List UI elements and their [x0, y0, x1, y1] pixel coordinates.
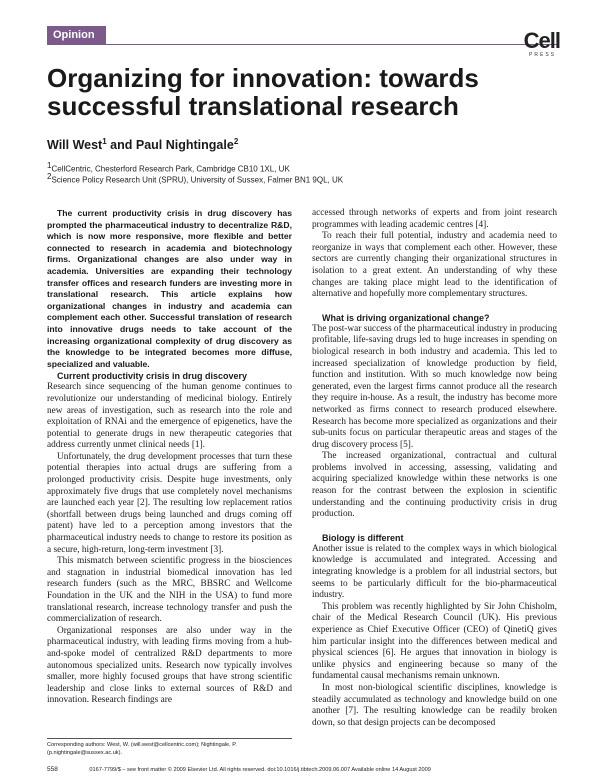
section-heading: What is driving organizational change?: [322, 312, 490, 323]
section-heading: Biology is different: [322, 532, 404, 543]
affiliation: $^2$Science Policy Research Unit (SPRU), University of Sussex, Falmer BN1 9QL, UK: [47, 172, 344, 185]
section-tag: Opinion: [47, 26, 106, 45]
paragraph: To reach their full potential, industry and academia need to reorganize in ways that complement each other. However, these sectors are currently changing their organizational structures in isolation to a great extent. An understanding of why these changes are taking place might lead to the identification of alternative and hopefully more complementary structures.: [312, 231, 557, 300]
right-column: [312, 208, 557, 729]
paragraph: Organizational responses are also under way in the pharmaceutical industry, with leading firms moving from a hub-and-spoke model of centralized R&D departments to more autonomous specialized units. Research now typically involves smaller, more highly focused groups that have strong scientific leadership and close links to external sources of R&D and innovation. Research findings are: [47, 625, 292, 706]
paragraph: The increased organizational, contractual and cultural problems involved in accessing, assessing, validating and acquiring specialized knowledge within these networks is one reason for the contrast between the explosion in scientific understanding and the continuing productivity crisis in drug production.: [312, 451, 557, 520]
section-heading: Current productivity crisis in drug discovery: [57, 371, 248, 382]
cell-press-logo: Cell: [523, 28, 560, 53]
corresponding-footnote: Corresponding authors: West, W. (will.west@cellcentric.com); Nightingale, P. (p.nightingale@sussex.ac.uk).: [47, 738, 292, 757]
paragraph: accessed through networks of experts and from joint research programmes with leading academic centres [4].: [312, 208, 557, 230]
page-footer: [47, 766, 557, 773]
author-sup: 1: [102, 137, 107, 146]
author-list: [47, 137, 238, 152]
article-title: Organizing for innovation: towards successful translational research: [47, 63, 479, 121]
footer-text: 0167-7799/$ – see front matter © 2009 Elsevier Ltd. All rights reserved. doi:10.1016/j.tibtech.2009.06.007 Available online 14 August 2009: [89, 767, 431, 773]
paragraph: The post-war success of the pharmaceutical industry in producing profitable, life-saving drugs led to huge increases in spending on biological research in both industry and academia. This led to increased specialization of knowledge production by field, function and institution. With so much knowledge now being generated, even the largest firms cannot produce all the research they require in-house. As a result, the industry has become more networked as firms connect to research produced elsewhere. Research has become more specialized as organizations and their sub-units focus on particular therapeutic areas and stages of the drug discovery process [5].: [312, 323, 557, 450]
abstract: The current productivity crisis in drug discovery has prompted the pharmaceutical industry to decentralize R&D, which is now more responsive, more flexible and better connected to research in academia and biotechnology firms. Organizational changes are also under way in academia. Universities are expanding their technology transfer offices and research funders are investing more in translational research. This article explains how organizational changes in industry and academia can complement each other. Successful translation of research into innovative drugs needs to take account of the increasing organizational complexity of drug discovery as the knowledge to be integrated becomes more diffuse, specialized and valuable.: [47, 208, 292, 369]
author-sup: 2: [233, 137, 239, 146]
paragraph: Another issue is related to the complex ways in which biological knowledge is accumulated and integrated. Accessing and integrating knowledge is a problem for all industrial sectors, but seems to be particularly difficult for the bio-pharmaceutical industry.: [312, 543, 557, 601]
authors-joiner: and: [110, 138, 133, 153]
author-name: Paul Nightingale: [135, 138, 234, 153]
paragraph: This problem was recently highlighted by Sir John Chisholm, chair of the Medical Research Council (UK). His previous experience as Chief Executive Officer (CEO) of QinetiQ gives him particular insight into the differences between medical and physical sciences [6]. He argues that innovation in biology is unlike physics and engineering because so many of the fundamental causal mechanisms remain unknown.: [312, 601, 557, 682]
page-number: 558: [47, 766, 58, 773]
paragraph: In most non-biological scientific disciplines, knowledge is steadily accumulated as technology and knowledge build on one another [7]. The resulting knowledge can be readily broken down, so that design projects can be decomposed: [312, 682, 557, 728]
press-label: PRESS: [529, 52, 556, 58]
paragraph: This mismatch between scientific progress in the biosciences and stagnation in industrial biomedical innovation has led research funders (such as the MRC, BBSRC and Wellcome Foundation in the UK and the NIH in the USA) to fund more translational research, increase technology transfer and push the commercialization of research.: [47, 556, 292, 625]
author-name: Will West: [47, 138, 103, 153]
paragraph: Research since sequencing of the human genome continues to revolutionize our understanding of medicinal biology. Entirely new areas of investigation, such as research into the role and exploitation of RNAi and the emergence of epigenetics, have the potential to generate drugs in new therapeutic categories that address currently unmet clinical needs [1].: [47, 382, 292, 451]
section-rule: [94, 44, 557, 45]
affiliation: $^1$CellCentric, Chesterford Research Park, Cambridge CB10 1XL, UK: [47, 161, 290, 174]
left-column: [47, 208, 292, 707]
paragraph: Unfortunately, the drug development processes that turn these potential therapies into actual drugs are suffering from a prolonged productivity crisis. Despite huge investments, only approximately five drugs that use completely novel mechanisms are launched each year [2]. The resulting low replacement ratios (shortfall between drugs being launched and drugs coming off patent) have led to a perception among investors that the pharmaceutical industry needs to change to restore its position as a secure, high-return, long-term investment [3].: [47, 451, 292, 555]
